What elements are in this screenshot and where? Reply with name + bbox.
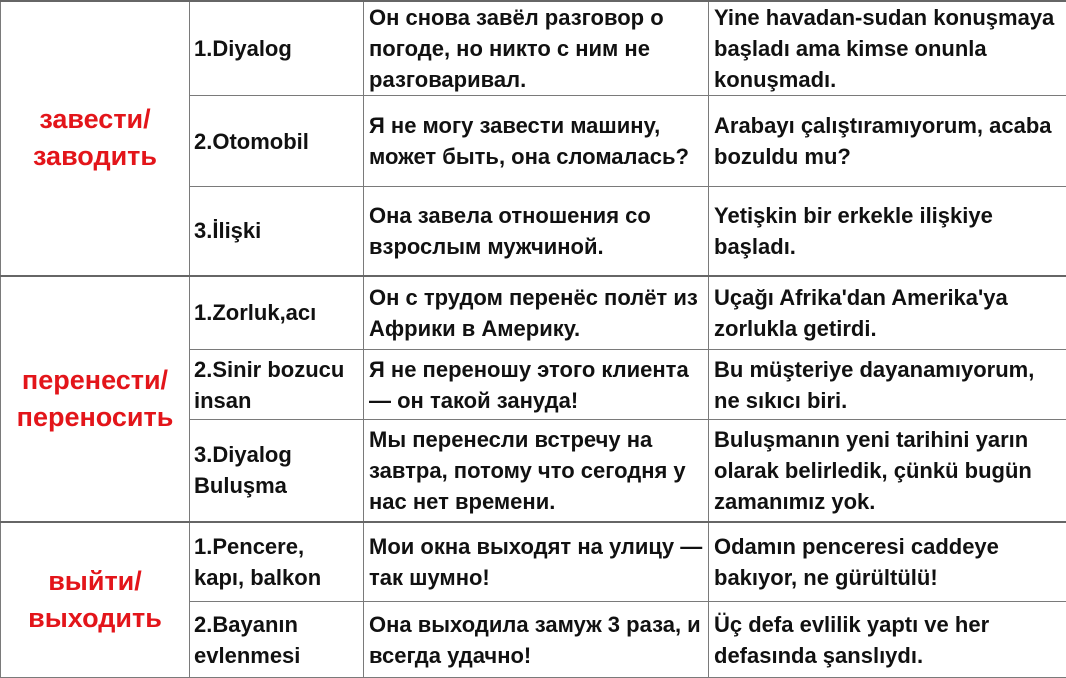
russian-example-cell: Она выходила замуж 3 раза, и всегда удачно! — [364, 602, 709, 678]
meaning-cell: 1.Pencere, kapı, balkon — [190, 522, 364, 602]
turkish-translation-cell: Buluşmanın yeni tarihini yarın olarak belirledik, çünkü bugün zamanımız yok. — [709, 420, 1066, 522]
verb-cell: перенести/ переносить — [1, 276, 190, 522]
russian-example-cell: Мои окна выходят на улицу — так шумно! — [364, 522, 709, 602]
meaning-cell: 2.Sinir bozucu insan — [190, 350, 364, 420]
table-row — [1, 1, 1066, 96]
meaning-cell: 2.Bayanın evlenmesi — [190, 602, 364, 678]
meaning-cell: 3.Diyalog Buluşma — [190, 420, 364, 522]
table-row — [1, 276, 1066, 350]
verb-cell: завести/ заводить — [1, 1, 190, 276]
table-row — [1, 522, 1066, 602]
turkish-translation-cell: Yetişkin bir erkekle ilişkiye başladı. — [709, 187, 1066, 276]
meaning-cell: 1.Diyalog — [190, 1, 364, 96]
meaning-cell: 1.Zorluk,acı — [190, 276, 364, 350]
turkish-translation-cell: Yine havadan-sudan konuşmaya başladı ama kimse onunla konuşmadı. — [709, 1, 1066, 96]
turkish-translation-cell: Üç defa evlilik yaptı ve her defasında şanslıydı. — [709, 602, 1066, 678]
russian-example-cell: Он с трудом перенёс полёт из Африки в Америку. — [364, 276, 709, 350]
russian-example-cell: Мы перенесли встречу на завтра, потому что сегодня у нас нет времени. — [364, 420, 709, 522]
turkish-translation-cell: Odamın penceresi caddeye bakıyor, ne gürültülü! — [709, 522, 1066, 602]
meaning-cell: 3.İlişki — [190, 187, 364, 276]
turkish-translation-cell: Arabayı çalıştıramıyorum, acaba bozuldu mu? — [709, 96, 1066, 187]
turkish-translation-cell: Bu müşteriye dayanamıyorum, ne sıkıcı biri. — [709, 350, 1066, 420]
meaning-cell: 2.Otomobil — [190, 96, 364, 187]
russian-example-cell: Я не могу завести машину, может быть, она сломалась? — [364, 96, 709, 187]
russian-example-cell: Я не переношу этого клиента — он такой зануда! — [364, 350, 709, 420]
verb-cell: выйти/ выходить — [1, 522, 190, 678]
turkish-translation-cell: Uçağı Afrika'dan Amerika'ya zorlukla getirdi. — [709, 276, 1066, 350]
russian-example-cell: Он снова завёл разговор о погоде, но никто с ним не разговаривал. — [364, 1, 709, 96]
russian-example-cell: Она завела отношения со взрослым мужчиной. — [364, 187, 709, 276]
